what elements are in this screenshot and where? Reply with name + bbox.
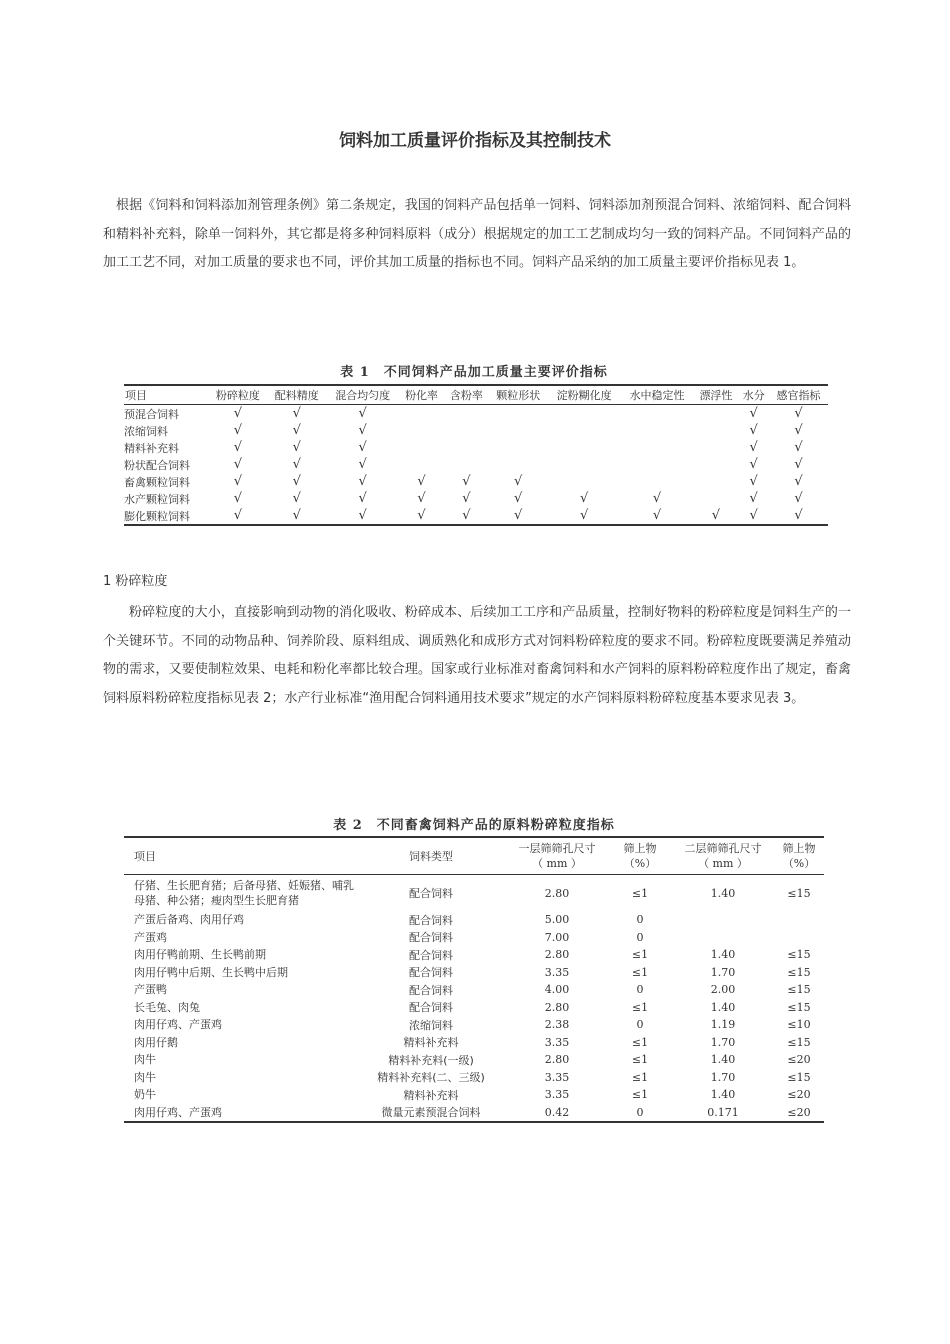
table-cell: 精料补充料(二、三级) — [377, 1071, 485, 1085]
table-cell: 精料补充料 — [403, 1088, 459, 1102]
table-cell — [548, 405, 621, 423]
table-cell: √ — [233, 406, 243, 421]
section-heading-crushing: 1 粉碎粒度 — [103, 574, 168, 589]
table-cell: 1.40 — [710, 1000, 736, 1014]
row-label: 肉用仔鹅 — [134, 1035, 178, 1049]
row-label: 仔猪、生长肥育猪；后备母猪、妊娠猪、哺乳母猪、种公猪；瘦肉型生长肥育猪 — [134, 879, 354, 907]
table-row — [124, 981, 824, 999]
table-cell: ≤10 — [787, 1018, 811, 1032]
column-header: 水分 — [738, 385, 769, 405]
table-cell: √ — [579, 491, 589, 506]
table-cell: √ — [233, 457, 243, 472]
table-cell: 3.35 — [544, 1070, 570, 1084]
column-header: 二层筛筛孔尺寸 （ mm ） — [672, 837, 774, 875]
column-header: 项目 — [124, 385, 208, 405]
table-cell: ≤1 — [631, 1088, 649, 1102]
table-cell — [621, 405, 694, 423]
table-cell: 精料补充料 — [403, 1036, 459, 1050]
column-header: 饲料类型 — [356, 837, 506, 875]
table-row — [124, 405, 828, 423]
table-cell: ≤1 — [631, 1000, 649, 1014]
table-cell: √ — [749, 474, 758, 489]
column-header: 粉碎粒度 — [208, 385, 267, 405]
column-header: 项目 — [124, 837, 356, 875]
table-cell: 0 — [608, 1104, 672, 1123]
table-cell: 7.00 — [544, 930, 570, 944]
row-label: 肉用仔鸡、产蛋鸡 — [134, 1018, 222, 1032]
table-cell: √ — [749, 491, 758, 506]
table-cell: 4.00 — [544, 983, 570, 997]
table-cell — [548, 473, 621, 490]
row-label: 肉用仔鸭前期、生长鸭前期 — [134, 948, 266, 962]
row-label: 水产颗粒饲料 — [124, 492, 190, 506]
table-cell: 0.171 — [672, 1104, 774, 1123]
column-header: 颗粒形状 — [489, 385, 548, 405]
table-cell — [672, 929, 774, 947]
table-cell: √ — [233, 491, 243, 506]
table-cell: 配合饲料 — [409, 983, 453, 997]
table-cell — [694, 490, 739, 507]
table1-figure — [118, 357, 830, 529]
table-cell: 1.40 — [710, 1088, 736, 1102]
table-cell: √ — [694, 507, 739, 525]
table-cell — [621, 473, 694, 490]
table-cell — [694, 473, 739, 490]
column-header: 漂浮性 — [694, 385, 739, 405]
table-cell: √ — [292, 440, 301, 455]
table-cell — [774, 911, 824, 929]
table-cell: 3.35 — [544, 1035, 570, 1049]
table-cell: ≤15 — [787, 1035, 811, 1049]
table-cell: 配合饲料 — [409, 948, 453, 962]
table-cell: √ — [358, 474, 367, 489]
column-header: 水中稳定性 — [621, 385, 694, 405]
table-cell: ≤20 — [787, 1053, 811, 1067]
table-cell: 0 — [636, 913, 644, 927]
table-cell: √ — [292, 474, 301, 489]
table-cell: √ — [794, 491, 803, 506]
table-cell: 1.19 — [710, 1018, 736, 1032]
table-cell: √ — [794, 423, 803, 438]
table-row — [124, 875, 824, 912]
table-cell: √ — [292, 457, 301, 472]
table-cell: √ — [548, 507, 621, 525]
table-row — [124, 929, 824, 947]
table-cell: ≤20 — [774, 1104, 824, 1123]
table-cell: √ — [358, 423, 367, 438]
table-cell — [548, 456, 621, 473]
row-label: 产蛋后备鸡、肉用仔鸡 — [134, 913, 244, 927]
table-cell — [774, 929, 824, 947]
table-cell: √ — [233, 423, 243, 438]
table-cell — [694, 439, 739, 456]
table-row — [124, 964, 824, 982]
table-cell: ≤1 — [631, 1070, 649, 1084]
table-cell: 3.35 — [544, 1088, 570, 1102]
table-cell: 微量元素预混合饲料 — [356, 1104, 506, 1123]
table-cell: √ — [358, 491, 367, 506]
table-cell: 2.80 — [544, 948, 570, 962]
table-cell — [548, 439, 621, 456]
table-cell: √ — [749, 440, 758, 455]
table-cell: √ — [749, 423, 758, 438]
table-cell — [489, 422, 548, 439]
table-cell: √ — [769, 507, 828, 525]
table-row — [124, 456, 828, 473]
table-row — [124, 490, 828, 507]
table-cell — [694, 422, 739, 439]
table-row — [124, 1104, 824, 1123]
table-cell: 配合饲料 — [409, 887, 453, 900]
table-cell — [444, 422, 489, 439]
table-cell: ≤15 — [787, 1000, 811, 1014]
row-label: 肉牛 — [134, 1053, 156, 1067]
table-cell: √ — [738, 507, 769, 525]
table-cell: 配合饲料 — [409, 913, 453, 927]
table-cell — [694, 456, 739, 473]
row-label: 浓缩饲料 — [124, 424, 168, 438]
table-cell — [399, 456, 444, 473]
table-cell: 1.40 — [710, 1053, 736, 1067]
table-cell: √ — [462, 474, 471, 489]
table-row — [124, 473, 828, 490]
table-cell: 0.42 — [506, 1104, 608, 1123]
column-header: 粉化率 — [399, 385, 444, 405]
table-cell — [621, 456, 694, 473]
table-cell: ≤1 — [631, 948, 649, 962]
table-cell — [489, 456, 548, 473]
table-cell: √ — [233, 474, 243, 489]
table-cell: ≤15 — [787, 965, 811, 979]
table-row — [124, 439, 828, 456]
table-cell: √ — [652, 491, 662, 506]
column-header: 一层筛筛孔尺寸 （ mm ） — [506, 837, 608, 875]
table-cell: ≤1 — [631, 1053, 649, 1067]
table-cell — [548, 422, 621, 439]
table-cell: 1.40 — [710, 948, 736, 962]
table1 — [124, 384, 828, 526]
table2 — [124, 836, 824, 1123]
table-cell: ≤1 — [631, 886, 649, 900]
table-cell: ≤1 — [631, 1035, 649, 1049]
table-cell: √ — [621, 507, 694, 525]
column-header: 筛上物 （%） — [608, 837, 672, 875]
table2-caption: 表 2 不同畜禽饲料产品的原料粉碎粒度指标 — [333, 818, 615, 833]
table-cell: ≤15 — [787, 948, 811, 962]
table-cell: ≤15 — [787, 886, 811, 900]
table-cell: √ — [794, 440, 803, 455]
table-cell: 1.70 — [710, 965, 736, 979]
table-row — [124, 1034, 824, 1052]
intro-paragraph: 根据《饲料和饲料添加剂管理条例》第二条规定，我国的饲料产品包括单一饲料、饲料添加剂预混合饲料、浓缩饲料、配合饲料和精料补充料，除单一饲料外，其它都是将多种饲料原料（成分）根据规定的加工工艺制成均匀一致的饲料产品。不同饲料产品的加工工艺不同，对加工质量的要求也不同，评价其加工质量的指标也不同。饲料产品采纳的加工质量主要评价指标见表 1。 — [103, 198, 851, 270]
table-cell: √ — [514, 491, 523, 506]
table-cell: √ — [794, 406, 803, 421]
table-cell: 2.38 — [544, 1018, 570, 1032]
table-cell: 1.40 — [710, 886, 736, 900]
table-cell: 1.70 — [710, 1070, 736, 1084]
column-header: 筛上物 （%） — [774, 837, 824, 875]
table-cell: ≤1 — [631, 965, 649, 979]
table-cell: √ — [233, 440, 243, 455]
crushing-paragraph: 粉碎粒度的大小，直接影响到动物的消化吸收、粉碎成本、后续加工工序和产品质量，控制好物料的粉碎粒度是饲料生产的一个关键环节。不同的动物品种、饲养阶段、原料组成、调质熟化和成形方式对饲料粉碎粒度的要求不同。粉碎粒度既要满足养殖动物的需求，又要使制粒效果、电耗和粉化率都比较合理。国家或行业标准对畜禽饲料和水产饲料的原料粉碎粒度作出了规定，畜禽饲料原料粉碎粒度指标见表 2；水产行业标准“渔用配合饲料通用技术要求”规定的水产饲料原料粉碎粒度基本要求见表 3。 — [103, 605, 851, 706]
column-header: 含粉率 — [444, 385, 489, 405]
table-cell: 2.00 — [710, 983, 736, 997]
table2-figure — [118, 812, 830, 1122]
table-row — [124, 1069, 824, 1087]
table-cell: √ — [749, 457, 758, 472]
row-label: 肉用仔鸡、产蛋鸡 — [124, 1104, 356, 1123]
table-row — [124, 1051, 824, 1069]
table-cell: √ — [399, 507, 444, 525]
row-label: 粉状配合饲料 — [124, 458, 190, 472]
row-label: 产蛋鸡 — [134, 930, 167, 944]
table-row — [124, 911, 824, 929]
table-cell — [621, 422, 694, 439]
table-row — [124, 1016, 824, 1034]
table-cell: 0 — [636, 1018, 644, 1032]
table-cell: √ — [417, 491, 426, 506]
table-cell: √ — [326, 507, 399, 525]
table-row — [124, 1086, 824, 1104]
table-cell: √ — [749, 406, 758, 421]
row-label: 预混合饲料 — [124, 407, 179, 421]
table-cell: √ — [267, 507, 326, 525]
table-cell — [621, 439, 694, 456]
row-label: 膨化颗粒饲料 — [124, 507, 208, 525]
table-cell: √ — [444, 507, 489, 525]
table-cell — [694, 405, 739, 423]
table-cell: 5.00 — [544, 913, 570, 927]
table-cell: 0 — [636, 930, 644, 944]
table-row — [124, 507, 828, 525]
table-cell — [489, 439, 548, 456]
table-row — [124, 999, 824, 1017]
table-cell — [444, 439, 489, 456]
table-cell: √ — [462, 491, 471, 506]
table-cell: √ — [292, 491, 301, 506]
table-cell: √ — [358, 457, 367, 472]
table-cell: √ — [794, 474, 803, 489]
table-cell: √ — [358, 406, 367, 421]
table-cell — [399, 405, 444, 423]
table-cell: 1.70 — [710, 1035, 736, 1049]
row-label: 肉用仔鸭中后期、生长鸭中后期 — [134, 965, 288, 979]
document-title: 饲料加工质量评价指标及其控制技术 — [339, 131, 611, 151]
table-cell: √ — [794, 457, 803, 472]
row-label: 长毛兔、肉兔 — [134, 1000, 200, 1014]
row-label: 产蛋鸭 — [134, 983, 167, 997]
table-cell — [444, 405, 489, 423]
table-cell: ≤15 — [787, 983, 811, 997]
table-cell: √ — [358, 440, 367, 455]
column-header: 淀粉糊化度 — [548, 385, 621, 405]
table-cell — [399, 422, 444, 439]
row-label: 肉牛 — [134, 1070, 156, 1084]
table-row — [124, 422, 828, 439]
table-cell: √ — [208, 507, 267, 525]
row-label: 畜禽颗粒饲料 — [124, 475, 190, 489]
column-header: 混合均匀度 — [326, 385, 399, 405]
table-cell — [444, 456, 489, 473]
table-cell: √ — [417, 474, 426, 489]
table-cell: ≤15 — [787, 1070, 811, 1084]
table-cell: 配合饲料 — [409, 931, 453, 945]
table-cell — [672, 911, 774, 929]
table-cell: 0 — [636, 983, 644, 997]
table-cell: 2.80 — [544, 1000, 570, 1014]
column-header: 配料精度 — [267, 385, 326, 405]
row-label: 奶牛 — [134, 1088, 156, 1102]
table-cell: 2.80 — [544, 886, 570, 900]
table-cell: ≤20 — [787, 1088, 811, 1102]
table-cell: 3.35 — [544, 965, 570, 979]
table-cell: 配合饲料 — [409, 966, 453, 980]
row-label: 精料补充料 — [124, 441, 179, 455]
table-cell: 2.80 — [544, 1053, 570, 1067]
table-cell — [399, 439, 444, 456]
table-cell: √ — [514, 474, 523, 489]
column-header: 感官指标 — [769, 385, 828, 405]
table1-caption: 表 1 不同饲料产品加工质量主要评价指标 — [340, 365, 608, 380]
table-cell: √ — [489, 507, 548, 525]
table-cell: √ — [292, 423, 301, 438]
table-cell: 精料补充料(一级) — [388, 1053, 474, 1067]
table-cell — [489, 405, 548, 423]
table-cell: √ — [292, 406, 301, 421]
table-cell: 配合饲料 — [409, 1001, 453, 1015]
table-cell: 浓缩饲料 — [409, 1018, 453, 1032]
table-row — [124, 946, 824, 964]
